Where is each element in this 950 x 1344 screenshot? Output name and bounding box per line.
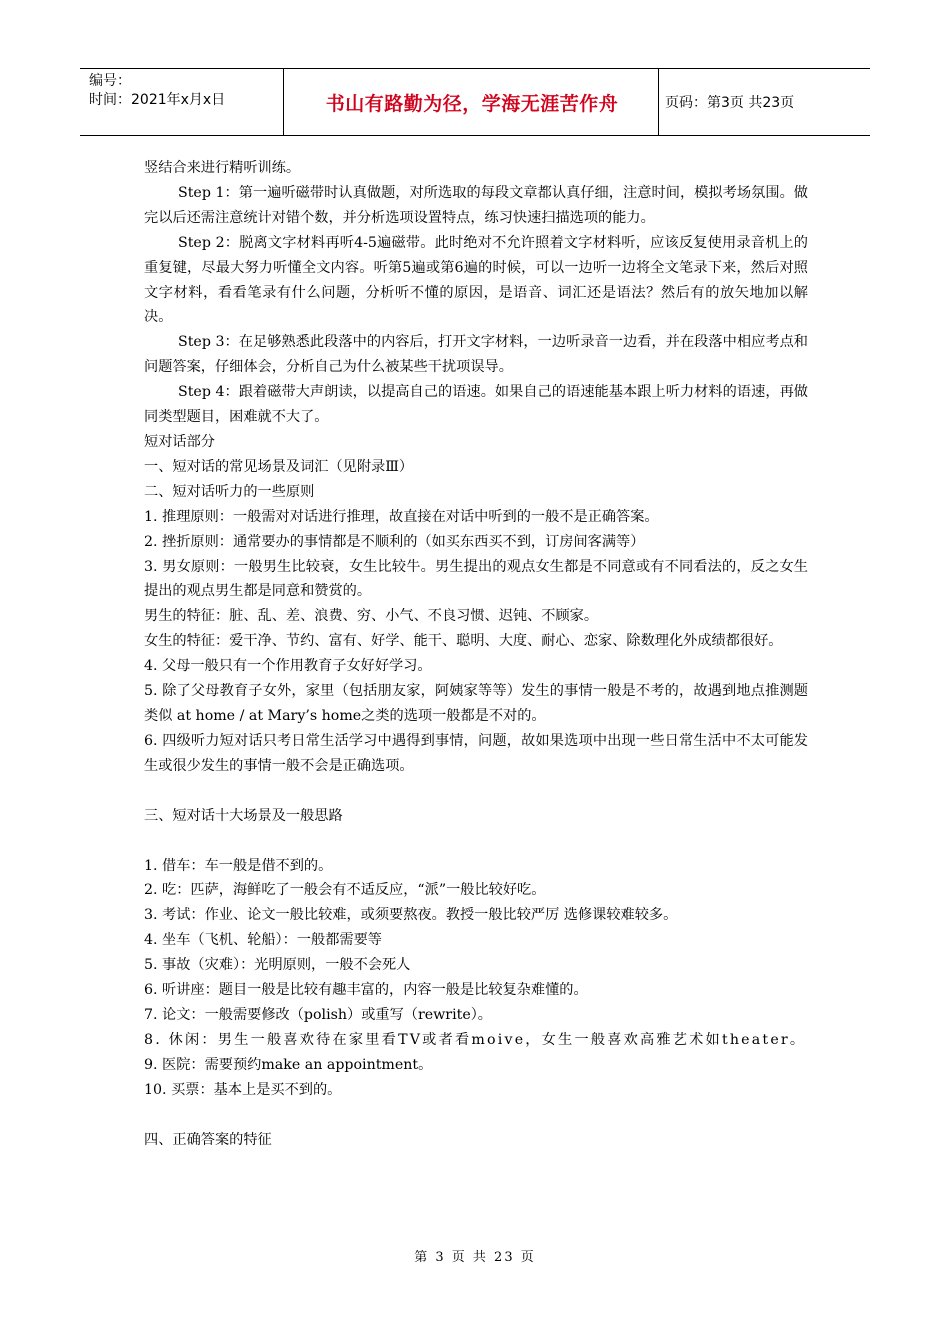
body-paragraph: 9. 医院：需要预约make an appointment。 xyxy=(144,1056,433,1073)
body-paragraph: 短对话部分 xyxy=(144,433,215,450)
body-paragraph: Step 1：第一遍听磁带时认真做题，对所选取的每段文章都认真仔细，注意时间，模拟考场氛围。做完以后还需注意统计对错个数，并分析选项设置特点，练习快速扫描选项的能力。 xyxy=(144,184,808,226)
header-page-info: 页码：第3页 共23页 xyxy=(665,95,795,111)
document-date: 时间：2021年x月x日 xyxy=(89,92,226,108)
body-paragraph: 男生的特征：脏、乱、差、浪费、穷、小气、不良习惯、迟钝、不顾家。 xyxy=(144,608,599,625)
body-paragraph: 8. 休闲：男生一般喜欢待在家里看TV或者看moive，女生一般喜欢高雅艺术如theater。 xyxy=(144,1031,807,1048)
blank-line xyxy=(144,829,808,854)
body-paragraph: 6. 听讲座：题目一般是比较有趣丰富的，内容一般是比较复杂难懂的。 xyxy=(144,982,588,999)
body-paragraph: 四、正确答案的特征 xyxy=(144,1131,272,1148)
body-paragraph: 4. 父母一般只有一个作用教育子女好好学习。 xyxy=(144,658,432,675)
body-paragraph: 5. 除了父母教育子女外，家里（包括朋友家，阿姨家等等）发生的事情一般是不考的，故遇到地点推测题类似 at home / at Mary’s home之类的选项一般都是不对的。 xyxy=(144,683,808,724)
body-paragraph: 6. 四级听力短对话只考日常生活学习中遇得到事情，问题，故如果选项中出现一些日常生活中不太可能发生或很少发生的事情一般不会是正确选项。 xyxy=(144,732,808,774)
body-paragraph: 3. 男女原则：一般男生比较衰，女生比较牛。男生提出的观点女生都是不同意或有不同看法的，反之女生提出的观点男生都是同意和赞赏的。 xyxy=(144,558,808,600)
document-number-label: 编号： xyxy=(89,73,131,89)
header-motto: 书山有路勤为径，学海无涯苦作舟 xyxy=(325,92,619,115)
body-paragraph: 2. 吃：匹萨，海鲜吃了一般会有不适反应，“派”一般比较好吃。 xyxy=(144,882,546,899)
body-paragraph: 3. 考试：作业、论文一般比较难，或须要熬夜。教授一般比较严厉 选修课较难较多。 xyxy=(144,907,678,924)
body-paragraph: 1. 借车：车一般是借不到的。 xyxy=(144,857,333,874)
blank-line xyxy=(144,779,808,804)
body-paragraph: 一、短对话的常见场景及词汇（见附录Ⅲ） xyxy=(144,458,414,475)
body-paragraph: 竖结合来进行精听训练。 xyxy=(144,160,301,176)
body-paragraph: 4. 坐车（飞机、轮船）：一般都需要等 xyxy=(144,932,382,949)
body-paragraph: 2. 挫折原则：通常要办的事情都是不顺利的（如买东西买不到，订房间客满等） xyxy=(144,533,645,550)
header-meta xyxy=(89,72,225,110)
header-divider-right xyxy=(658,69,659,135)
body-paragraph: 7. 论文：一般需要修改（polish）或重写（rewrite）。 xyxy=(144,1007,492,1023)
page-footer: 第 3 页 共 23 页 xyxy=(414,1250,536,1265)
body-paragraph: 女生的特征：爱干净、节约、富有、好学、能干、聪明、大度、耐心、恋家、除数理化外成绩都很好。 xyxy=(144,633,783,650)
body-paragraph: 10. 买票：基本上是买不到的。 xyxy=(144,1081,342,1098)
body-paragraph: Step 4：跟着磁带大声朗读，以提高自己的语速。如果自己的语速能基本跟上听力材料的语速，再做同类型题目，困难就不大了。 xyxy=(144,384,808,426)
blank-line xyxy=(144,1103,808,1128)
body-paragraph: Step 3：在足够熟悉此段落中的内容后，打开文字材料，一边听录音一边看，并在段落中相应考点和问题答案，仔细体会，分析自己为什么被某些干扰项误导。 xyxy=(144,334,808,376)
body-paragraph: 1. 推理原则：一般需对对话进行推理，故直接在对话中听到的一般不是正确答案。 xyxy=(144,508,659,525)
body-paragraph: 5. 事故（灾难）：光明原则，一般不会死人 xyxy=(144,957,411,974)
body-paragraph: 三、短对话十大场景及一般思路 xyxy=(144,807,343,824)
document-body xyxy=(144,156,808,1153)
body-paragraph: Step 2：脱离文字材料再听4-5遍磁带。此时绝对不允许照着文字材料听，应该反复使用录音机上的重复键，尽最大努力听懂全文内容。听第5遍或第6遍的时候，可以一边听一边将全文笔录下来，然后对照文字材料，看看笔录有什么问题，分析听不懂的原因，是语音、词汇还是语法？然后有的放矢地加以解决。 xyxy=(144,234,808,326)
header-table xyxy=(80,68,870,136)
body-paragraph: 二、短对话听力的一些原则 xyxy=(144,483,315,500)
